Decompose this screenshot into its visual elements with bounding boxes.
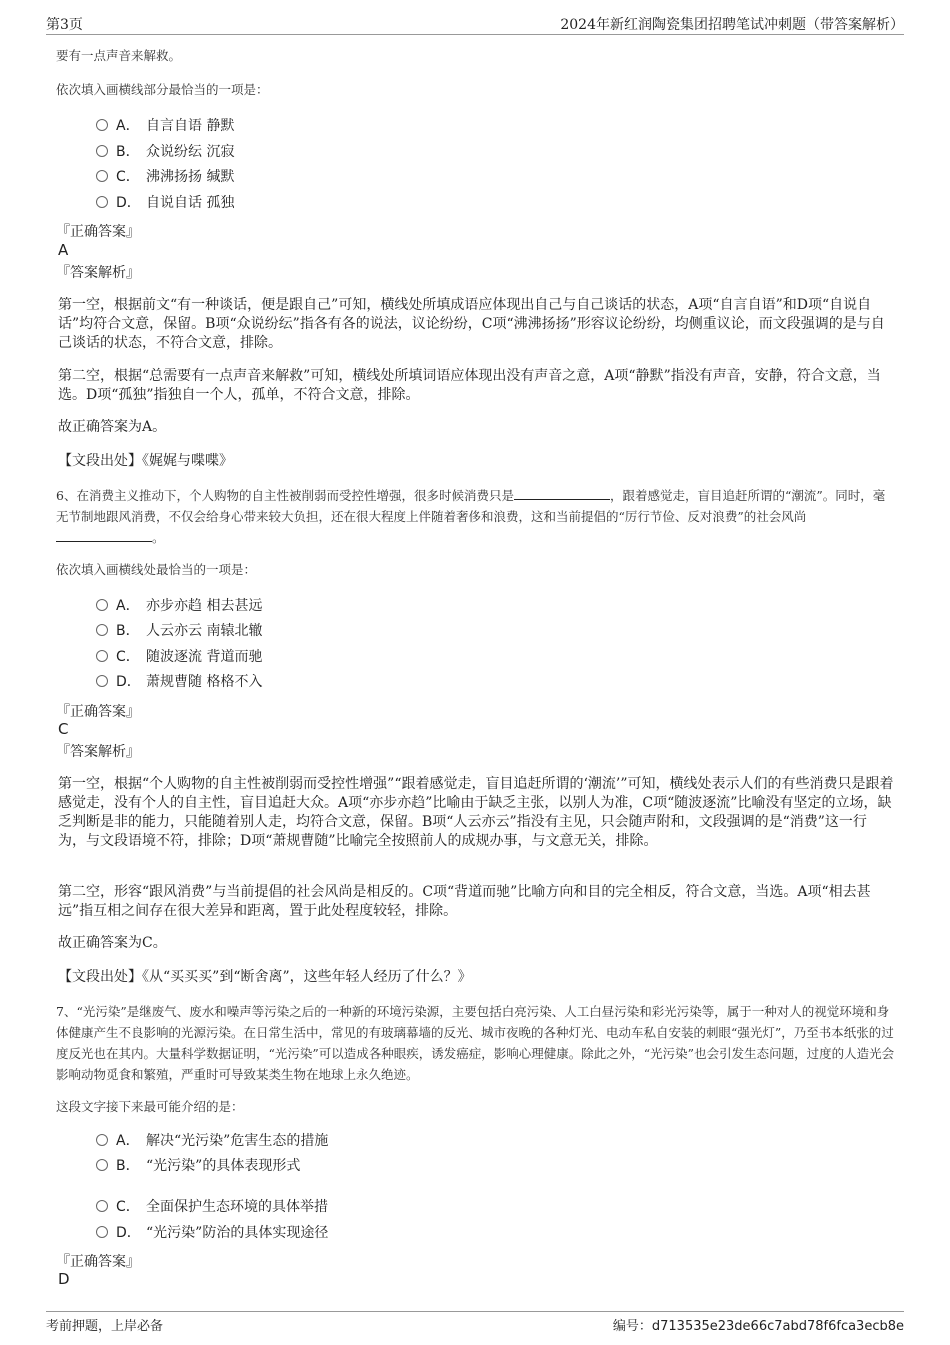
q6-prompt: 依次填入画横线处最恰当的一项是：	[56, 562, 257, 577]
q6-analysis-label: 『答案解析』	[56, 744, 140, 760]
document-code: 编号：d713535e23de66c7abd78f6fca3ecb8e	[612, 1319, 904, 1334]
q6-answer: C	[58, 720, 69, 738]
q5-analysis-label: 『答案解析』	[56, 265, 140, 281]
page-footer	[46, 1311, 904, 1334]
q5-analysis-para-2: 第二空，根据“总需要有一点声音来解救”可知，横线处所填词语应体现出没有声音之意，A项“静默”指没有声音，安静，符合文意，当选。D项“孤独”指独自一个人，孤单，不符合文意，排除。	[58, 368, 881, 403]
radio-icon[interactable]	[96, 170, 108, 182]
q5-stem-tail: 要有一点声音来解救。	[56, 48, 182, 63]
q5-source: 【文段出处】《娓娓与喋喋》	[58, 453, 233, 469]
q5-option-b[interactable]: B． 众说纷纭 沉寂	[96, 142, 234, 162]
q6-answer-label: 『正确答案』	[56, 704, 140, 720]
q5-analysis-para-1: 第一空，根据前文“有一种谈话，便是跟自己”可知，横线处所填成语应体现出自己与自己谈话的状态，A项“自言自语”和D项“自说自话”均符合文意，保留。B项“众说纷纭”指各有各的说法，议论纷纷，C项“沸沸扬扬”形容议论纷纷，均侧重议论，而文段强调的是与自己谈话的状态，不符合文意，排除。	[58, 297, 885, 351]
q5-option-a[interactable]: A． 自言自语 静默	[96, 116, 234, 136]
q5-option-c[interactable]: C． 沸沸扬扬 缄默	[96, 167, 234, 187]
radio-icon[interactable]	[96, 145, 108, 157]
q6-source: 【文段出处】《从“买买买”到“断舍离”，这些年轻人经历了什么？》	[58, 969, 472, 985]
q6-option-b[interactable]: B． 人云亦云 南辕北辙	[96, 621, 262, 641]
page-number: 第3页	[46, 17, 83, 33]
q6-stem: 6、在消费主义推动下，个人购物的自主性被削弱而受控性增强，很多时候消费只是 ，跟着感觉走，盲目追赶所谓的“潮流”。同时，毫无节制地跟风消费，不仅会给身心带来较大负担，还在很大程度上伴随着奢侈和浪费，这和当前提倡的“厉行节俭、反对浪费”的社会风尚。	[56, 488, 886, 545]
q6-analysis-para-2: 第二空，形容“跟风消费”与当前提倡的社会风尚是相反的。C项“背道而驰”比喻方向和目的完全相反，符合文意，当选。A项“相去甚远”指互相之间存在很大差异和距离，置于此处程度较轻，排除。	[58, 884, 871, 919]
radio-icon[interactable]	[96, 675, 108, 687]
q7-option-a[interactable]: A． 解决“光污染”危害生态的措施	[96, 1131, 328, 1151]
radio-icon[interactable]	[96, 196, 108, 208]
radio-icon[interactable]	[96, 599, 108, 611]
radio-icon[interactable]	[96, 1134, 108, 1146]
q7-answer-label: 『正确答案』	[56, 1254, 140, 1270]
radio-icon[interactable]	[96, 1226, 108, 1238]
answer-blank	[56, 529, 152, 542]
q7-prompt: 这段文字接下来最可能介绍的是：	[56, 1099, 244, 1114]
q6-conclusion: 故正确答案为C。	[58, 935, 167, 951]
q6-option-d[interactable]: D． 萧规曹随 格格不入	[96, 672, 262, 692]
q7-option-d[interactable]: D． “光污染”防治的具体实现途径	[96, 1223, 328, 1243]
radio-icon[interactable]	[96, 624, 108, 636]
q5-answer-label: 『正确答案』	[56, 224, 140, 240]
q5-prompt: 依次填入画横线部分最恰当的一项是：	[56, 82, 269, 97]
radio-icon[interactable]	[96, 1200, 108, 1212]
q7-option-b[interactable]: B． “光污染”的具体表现形式	[96, 1156, 300, 1176]
page-header	[46, 14, 904, 35]
q6-option-c[interactable]: C． 随波逐流 背道而驰	[96, 647, 262, 667]
answer-blank	[514, 487, 610, 500]
radio-icon[interactable]	[96, 650, 108, 662]
radio-icon[interactable]	[96, 119, 108, 131]
q6-option-a[interactable]: A． 亦步亦趋 相去甚远	[96, 596, 262, 616]
q7-answer: D	[58, 1270, 70, 1288]
radio-icon[interactable]	[96, 1159, 108, 1171]
q5-conclusion: 故正确答案为A。	[58, 419, 167, 435]
document-title: 2024年新红润陶瓷集团招聘笔试冲刺题（带答案解析）	[560, 17, 904, 33]
q7-option-c[interactable]: C． 全面保护生态环境的具体举措	[96, 1197, 328, 1217]
q5-answer: A	[58, 241, 69, 259]
q5-option-d[interactable]: D． 自说自话 孤独	[96, 193, 234, 213]
q6-analysis-para-1: 第一空，根据“个人购物的自主性被削弱而受控性增强”“跟着感觉走，盲目追赶所谓的‘潮流’”可知，横线处表示人们的有些消费只是跟着感觉走，没有个人的自主性，盲目追赶大众。A项“亦步亦趋”比喻由于缺乏主张，以别人为准，C项“随波逐流”比喻没有坚定的立场，缺乏判断是非的能力，只能随着别人走，均符合文意，保留。B项“人云亦云”指没有主见，只会随声附和，文段强调的是“消费”这一行为，与文段语境不符，排除；D项“萧规曹随”比喻完全按照前人的成规办事，与文意无关，排除。	[58, 776, 894, 849]
q7-stem: 7、“光污染”是继废气、废水和噪声等污染之后的一种新的环境污染源，主要包括白亮污染、人工白昼污染和彩光污染等，属于一种对人的视觉环境和身体健康产生不良影响的光源污染。在日常生活中，常见的有玻璃幕墙的反光、城市夜晚的各种灯光、电动车私自安装的刺眼“强光灯”，乃至书本纸张的过度反光也在其内。大量科学数据证明，“光污染”可以造成各种眼疾，诱发癌症，影响心理健康。除此之外，“光污染”也会引发生态问题，过度的人造光会影响动物觅食和繁殖，严重时可导致某类生物在地球上永久绝迹。	[56, 1004, 895, 1082]
footer-slogan: 考前押题，上岸必备	[46, 1319, 164, 1334]
